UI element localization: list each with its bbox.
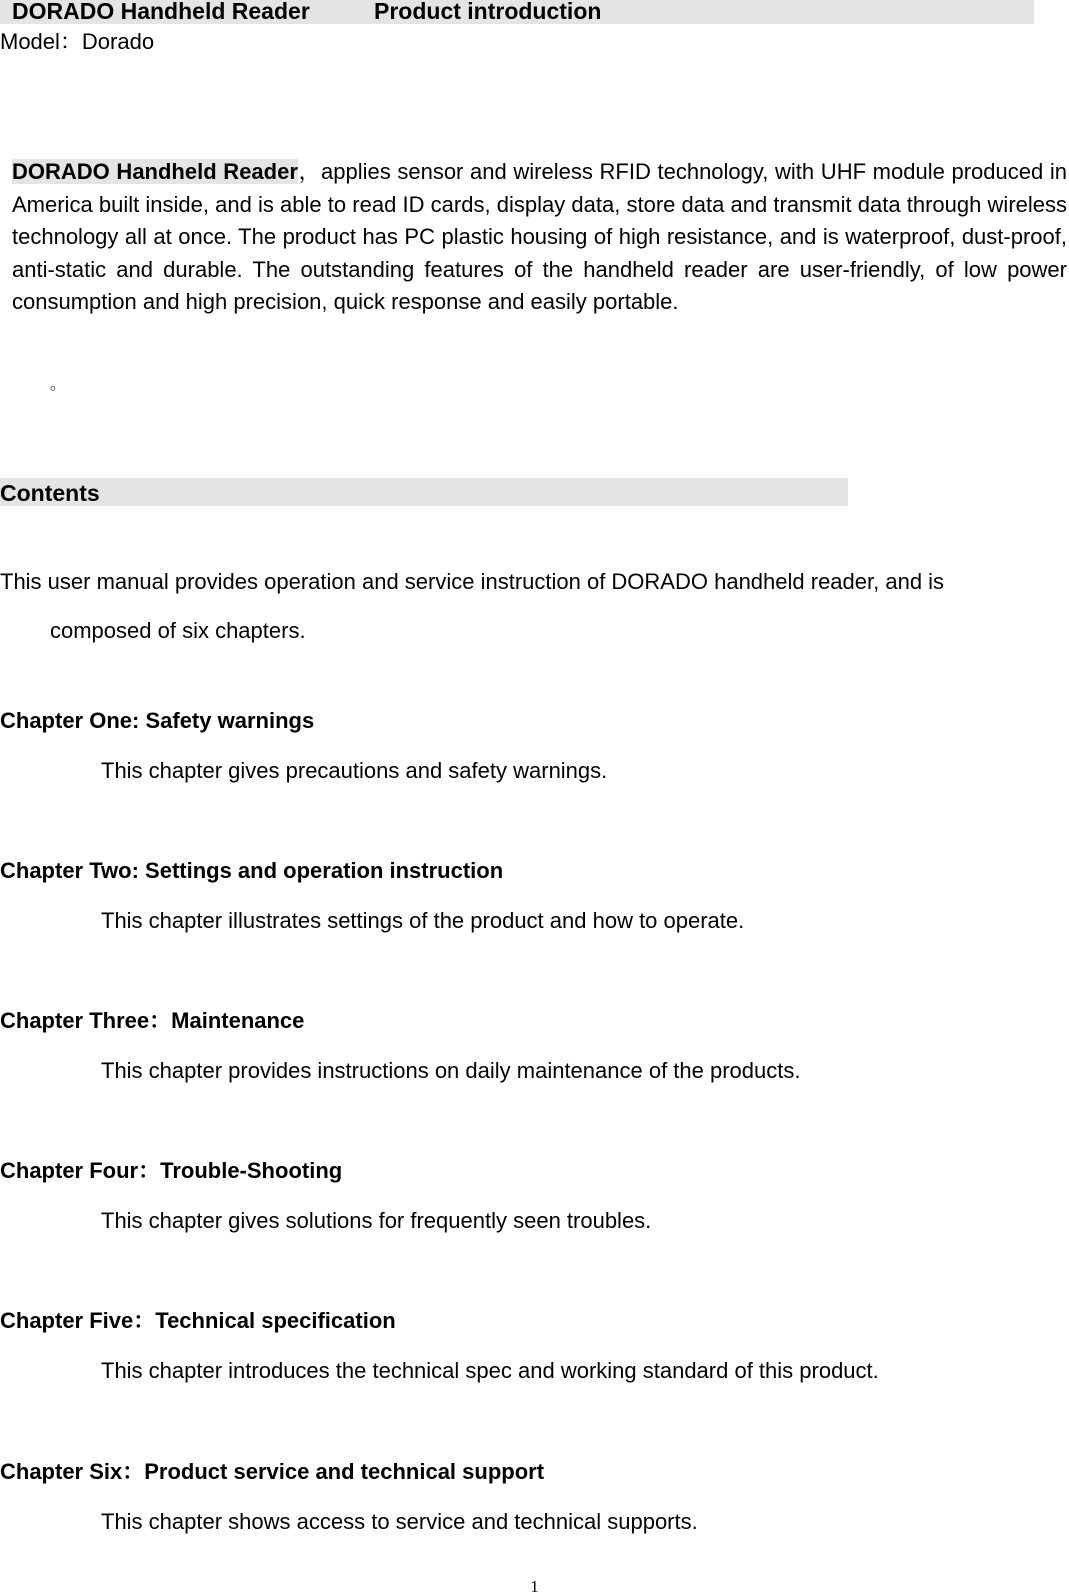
page-number: 1 (530, 1577, 539, 1596)
chapter-one-description: This chapter gives precautions and safety warnings. (101, 758, 608, 783)
chapter-two-description: This chapter illustrates settings of the product and how to operate. (101, 908, 745, 933)
manual-intro-line-1: This user manual provides operation and service instruction of DORADO handheld reader, and is (0, 569, 945, 594)
header-subtitle: Product introduction (374, 0, 602, 24)
chapter-two-title: Chapter Two: Settings and operation instruction (0, 858, 504, 883)
chapter-one-title: Chapter One: Safety warnings (0, 708, 315, 733)
model-line: Model：Dorado (0, 29, 155, 54)
chapter-three-description: This chapter provides instructions on daily maintenance of the products. (101, 1058, 801, 1083)
intro-text: ，applies sensor and wireless RFID technology, with UHF module produced in America built inside, and is able to read ID cards, display data, store data and transmit data through wireless technology all at once. The product has PC plastic housing of high resistance, and is waterproof, dust-proof, anti-static and durable. The outstanding features of the handheld reader are user-friendly, of low power consumption and high precision, quick response and easily portable. (12, 159, 1067, 315)
chapter-six-description: This chapter shows access to service and technical supports. (101, 1509, 698, 1534)
document-header (0, 0, 1034, 24)
chapter-five-description: This chapter introduces the technical spec and working standard of this product. (101, 1358, 879, 1383)
trailing-mark: 。 (50, 376, 67, 393)
chapter-four-description: This chapter gives solutions for frequently seen troubles. (101, 1208, 652, 1233)
chapter-six-title: Chapter Six：Product service and technical support (0, 1459, 545, 1484)
header-title: DORADO Handheld Reader (12, 0, 310, 24)
intro-paragraph (12, 156, 1067, 319)
contents-header (0, 478, 848, 506)
chapter-four-title: Chapter Four：Trouble-Shooting (0, 1158, 343, 1183)
chapter-three-title: Chapter Three：Maintenance (0, 1008, 305, 1033)
contents-title: Contents (0, 480, 100, 506)
chapter-five-title: Chapter Five：Technical specification (0, 1308, 396, 1333)
intro-product-name: DORADO Handheld Reader (12, 159, 298, 184)
manual-intro-line-2: composed of six chapters. (50, 618, 306, 643)
manual-intro (0, 557, 1067, 655)
